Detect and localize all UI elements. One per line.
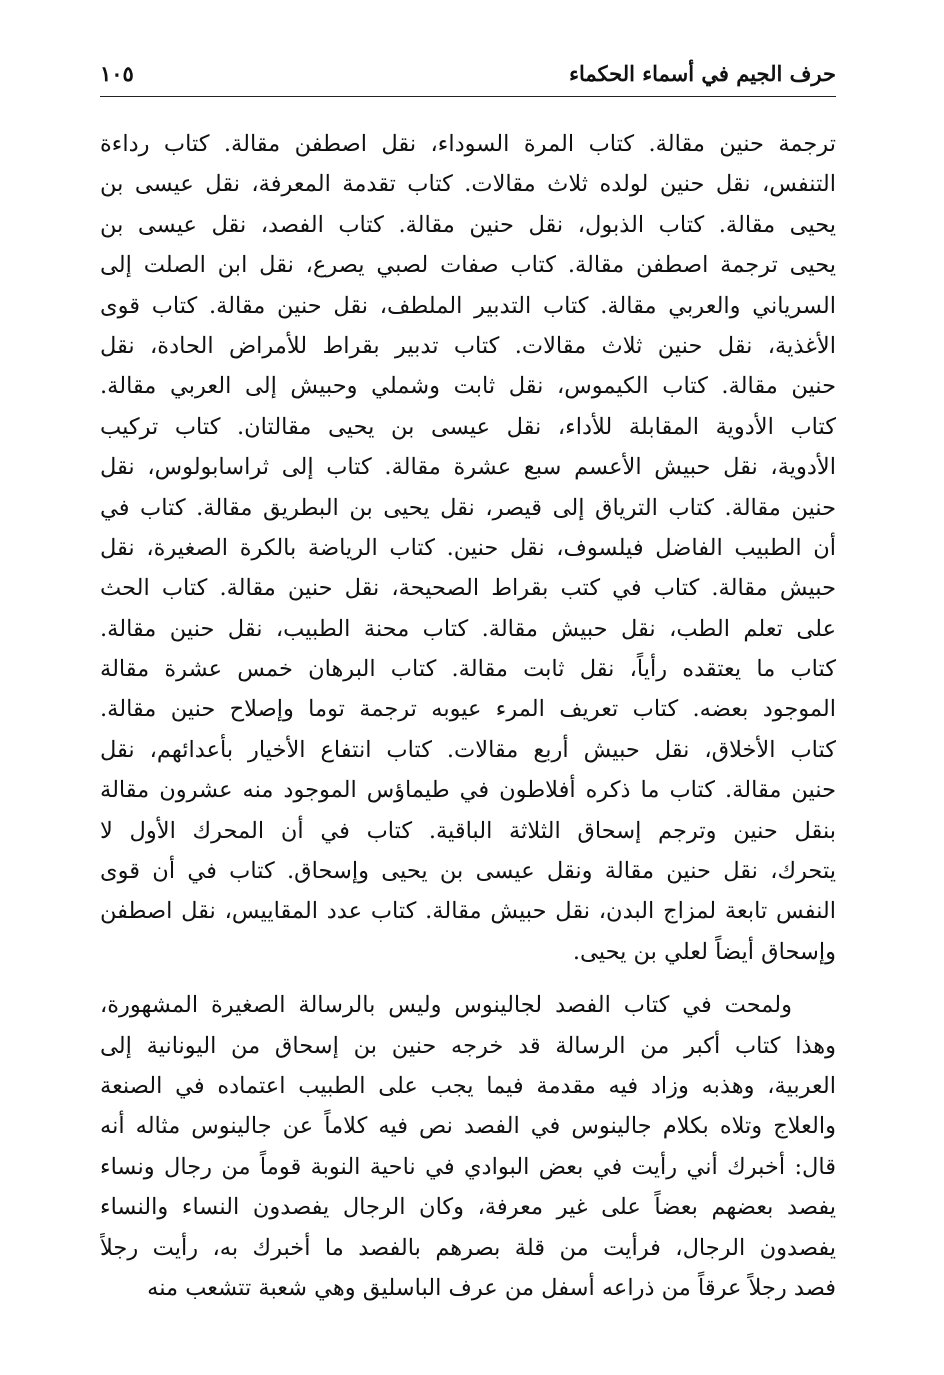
text-line: التنفس، نقل حنين لولده ثلاث مقالات. كتاب تقدمة المعرفة، نقل عيسى بن: [100, 171, 836, 198]
page-number: ١٠٥: [100, 61, 134, 86]
text-line: والعلاج وتلاه بكلام جالينوس في الفصد نص فيه كلاماً عن جالينوس مثاله أنه: [100, 1113, 836, 1140]
header-rule: [100, 96, 836, 97]
text-line: كتاب الأدوية المقابلة للأداء، نقل عيسى بن يحيى مقالتان. كتاب تركيب: [100, 413, 836, 440]
page-header: [100, 58, 836, 96]
text-line: السرياني والعربي مقالة. كتاب التدبير الملطف، نقل حنين مقالة. كتاب قوى: [100, 292, 836, 319]
text-line: العربية، وهذبه وزاد فيه مقدمة فيما يجب على الطبيب اعتماده في الصنعة: [100, 1072, 836, 1099]
text-line: وإسحاق أيضاً لعلي بن يحيى.: [572, 938, 836, 965]
text-line: النفس تابعة لمزاج البدن، نقل حبيش مقالة. كتاب عدد المقاييس، نقل اصطفن: [100, 898, 836, 925]
text-line: يتحرك، نقل حنين مقالة ونقل عيسى بن يحيى وإسحاق. كتاب في أن قوى: [100, 858, 836, 885]
text-line: الأغذية، نقل حنين ثلاث مقالات. كتاب تدبير بقراط للأمراض الحادة، نقل: [100, 332, 836, 359]
text-line: حنين مقالة. كتاب الكيموس، نقل ثابت وشملي وحبيش إلى العربي مقالة.: [100, 373, 836, 400]
text-line: حنين مقالة. كتاب ما ذكره أفلاطون في طيماؤس الموجود منه عشرون مقالة: [100, 777, 836, 804]
running-title: حرف الجيم في أسماء الحكماء: [569, 61, 836, 86]
text-line: الموجود بعضه. كتاب تعريف المرء عيوبه ترجمة توما وإصلاح حنين مقالة.: [100, 696, 836, 723]
text-line: أن الطبيب الفاضل فيلسوف، نقل حنين. كتاب الرياضة بالكرة الصغيرة، نقل: [100, 534, 836, 561]
text-line: يفصدون الرجال، فرأيت من قلة بصرهم بالفصد ما أخبرك به، رأيت رجلاً: [100, 1234, 836, 1261]
text-line: بنقل حنين وترجم إسحاق الثلاثة الباقية. كتاب في أن المحرك الأول لا: [100, 817, 836, 844]
paragraph-gap: [100, 972, 836, 985]
text-line: كتاب الأخلاق، نقل حبيش أربع مقالات. كتاب انتفاع الأخيار بأعدائهم، نقل: [100, 736, 836, 763]
text-line: فصد رجلاً عرقاً من ذراعه أسفل من عرف الباسليق وهي شعبة تتشعب منه: [147, 1274, 836, 1301]
text-line: يحيى ترجمة اصطفن مقالة. كتاب صفات لصبي يصرع، نقل ابن الصلت إلى: [100, 252, 836, 279]
paragraph-2: [100, 985, 836, 1308]
text-line: حبيش مقالة. كتاب في كتب بقراط الصحيحة، نقل حنين مقالة. كتاب الحث: [100, 575, 836, 602]
body-text: [100, 124, 836, 1308]
text-line: كتاب ما يعتقده رأياً، نقل ثابت مقالة. كتاب البرهان خمس عشرة مقالة: [100, 656, 836, 683]
text-line: ترجمة حنين مقالة. كتاب المرة السوداء، نقل اصطفن مقالة. كتاب رداءة: [100, 131, 836, 157]
text-line: يحيى مقالة. كتاب الذبول، نقل حنين مقالة. كتاب الفصد، نقل عيسى بن: [100, 211, 836, 238]
text-line: الأدوية، نقل حبيش الأعسم سبع عشرة مقالة. كتاب إلى ثراسابولوس، نقل: [100, 454, 836, 481]
text-line: يفصد بعضهم بعضاً على غير معرفة، وكان الرجال يفصدون النساء والنساء: [100, 1194, 836, 1221]
text-line: ولمحت في كتاب الفصد لجالينوس وليس بالرسالة الصغيرة المشهورة،: [100, 992, 792, 1019]
text-line: وهذا كتاب أكبر من الرسالة قد خرجه حنين بن إسحاق من اليونانية إلى: [100, 1032, 836, 1059]
text-line: قال: أخبرك أني رأيت في بعض البوادي في ناحية النوبة قوماً من رجال ونساء: [100, 1153, 836, 1180]
text-line: على تعلم الطب، نقل حبيش مقالة. كتاب محنة الطبيب، نقل حنين مقالة.: [100, 615, 836, 642]
text-line: حنين مقالة. كتاب الترياق إلى قيصر، نقل يحيى بن البطريق مقالة. كتاب في: [100, 494, 836, 521]
paragraph-1: [100, 124, 836, 972]
